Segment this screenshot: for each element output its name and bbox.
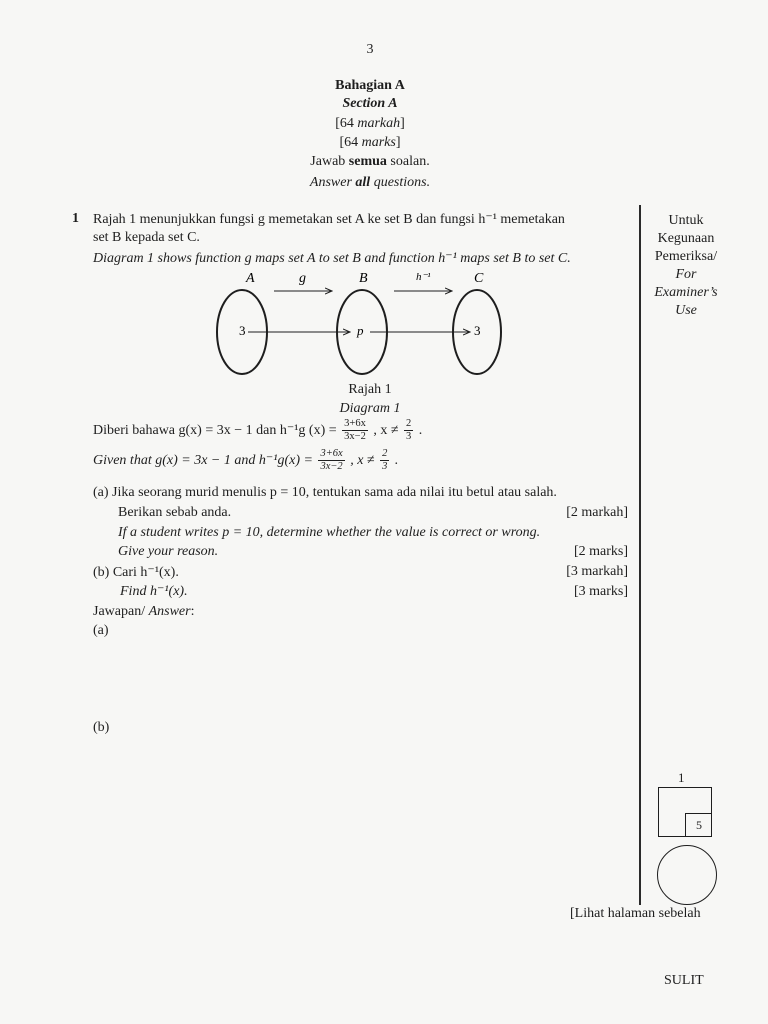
marks-awarded-circle	[657, 845, 717, 905]
question-number: 1	[72, 211, 79, 226]
answer-a-label: (a)	[93, 623, 109, 638]
part-a-marks-ms: [2 markah]	[566, 505, 628, 520]
diagram-caption-en: Diagram 1	[339, 401, 401, 416]
given-statement-ms: Diberi bahawa g(x) = 3x − 1 dan h⁻¹g (x) = $\frac{3+6x}{3x-2}$ , x ≠ $\frac{2}{3}$ .	[93, 418, 423, 443]
examiner-line-1: Untuk	[668, 213, 704, 228]
examiner-margin-line	[639, 205, 641, 905]
part-b-ms: (b) Cari h⁻¹(x).	[93, 565, 179, 580]
question-stem-en: Diagram 1 shows function g maps set A to set B and function h⁻¹ maps set B to set C.	[93, 251, 571, 266]
part-a-ms-line-1: (a) Jika seorang murid menulis p = 10, tentukan sama ada nilai itu betul atau salah.	[93, 485, 557, 500]
fraction-two-thirds-en: $\frac{2}{3}$	[382, 448, 388, 473]
part-a-en-line-1: If a student writes p = 10, determine whether the value is correct or wrong.	[118, 525, 541, 540]
max-marks-cell: 5	[685, 813, 712, 837]
answer-label: Jawapan/ Answer:	[93, 604, 195, 619]
part-b-marks-en: [3 marks]	[573, 584, 628, 599]
total-marks-en: [64 marks]	[339, 135, 401, 150]
set-b-label: B	[359, 271, 368, 286]
sulit-label: SULIT	[664, 973, 704, 988]
examiner-line-6: Use	[675, 303, 697, 318]
function-mapping-diagram	[200, 266, 520, 378]
set-a-label: A	[246, 271, 255, 286]
examiner-line-5: Examiner’s	[654, 285, 718, 300]
part-a-en-line-2: Give your reason.	[118, 544, 219, 559]
answer-b-label: (b)	[93, 720, 110, 735]
section-title-ms: Bahagian A	[335, 78, 405, 93]
question-stem-ms-1: Rajah 1 menunjukkan fungsi g memetakan set A ke set B dan fungsi h⁻¹ memetakan	[93, 212, 565, 227]
part-a-marks-en: [2 marks]	[573, 544, 628, 559]
instruction-en: Answer all questions.	[309, 175, 431, 190]
score-box	[658, 787, 712, 837]
diagram-caption-ms: Rajah 1	[348, 382, 392, 397]
examiner-line-2: Kegunaan	[657, 231, 715, 246]
question-stem-ms-2: set B kepada set C.	[93, 230, 200, 245]
examiner-line-3: Pemeriksa/	[654, 249, 718, 264]
part-a-ms-line-2: Berikan sebab anda.	[118, 505, 232, 520]
examiner-line-4: For	[675, 267, 697, 282]
function-h-inverse-label: h⁻¹	[416, 271, 431, 283]
examiner-use-label	[643, 212, 729, 320]
instruction-ms: Jawab semua soalan.	[310, 154, 430, 169]
score-question-number: 1	[678, 770, 685, 785]
part-b-marks-ms: [3 markah]	[566, 564, 628, 579]
function-g-label: g	[299, 271, 306, 286]
part-b-en: Find h⁻¹(x).	[120, 584, 188, 599]
element-a: 3	[239, 323, 246, 338]
given-statement-en: Given that g(x) = 3x − 1 and h⁻¹g(x) = $\frac{3+6x}{3x-2}$ , x ≠ $\frac{2}{3}$ .	[93, 448, 399, 473]
section-title-en: Section A	[342, 96, 398, 111]
next-page-note: [Lihat halaman sebelah	[570, 906, 701, 921]
page-number: 3	[366, 42, 374, 57]
fraction-h-inverse-g-en: $\frac{3+6x}{3x-2}$	[320, 448, 343, 473]
fraction-h-inverse-g: $\frac{3+6x}{3x-2}$	[344, 418, 366, 443]
element-c: 3	[474, 323, 481, 338]
set-c-label: C	[474, 271, 484, 286]
fraction-two-thirds: $\frac{2}{3}$	[406, 418, 412, 443]
element-p: p	[357, 323, 364, 338]
total-marks-ms: [64 markah]	[335, 116, 405, 131]
